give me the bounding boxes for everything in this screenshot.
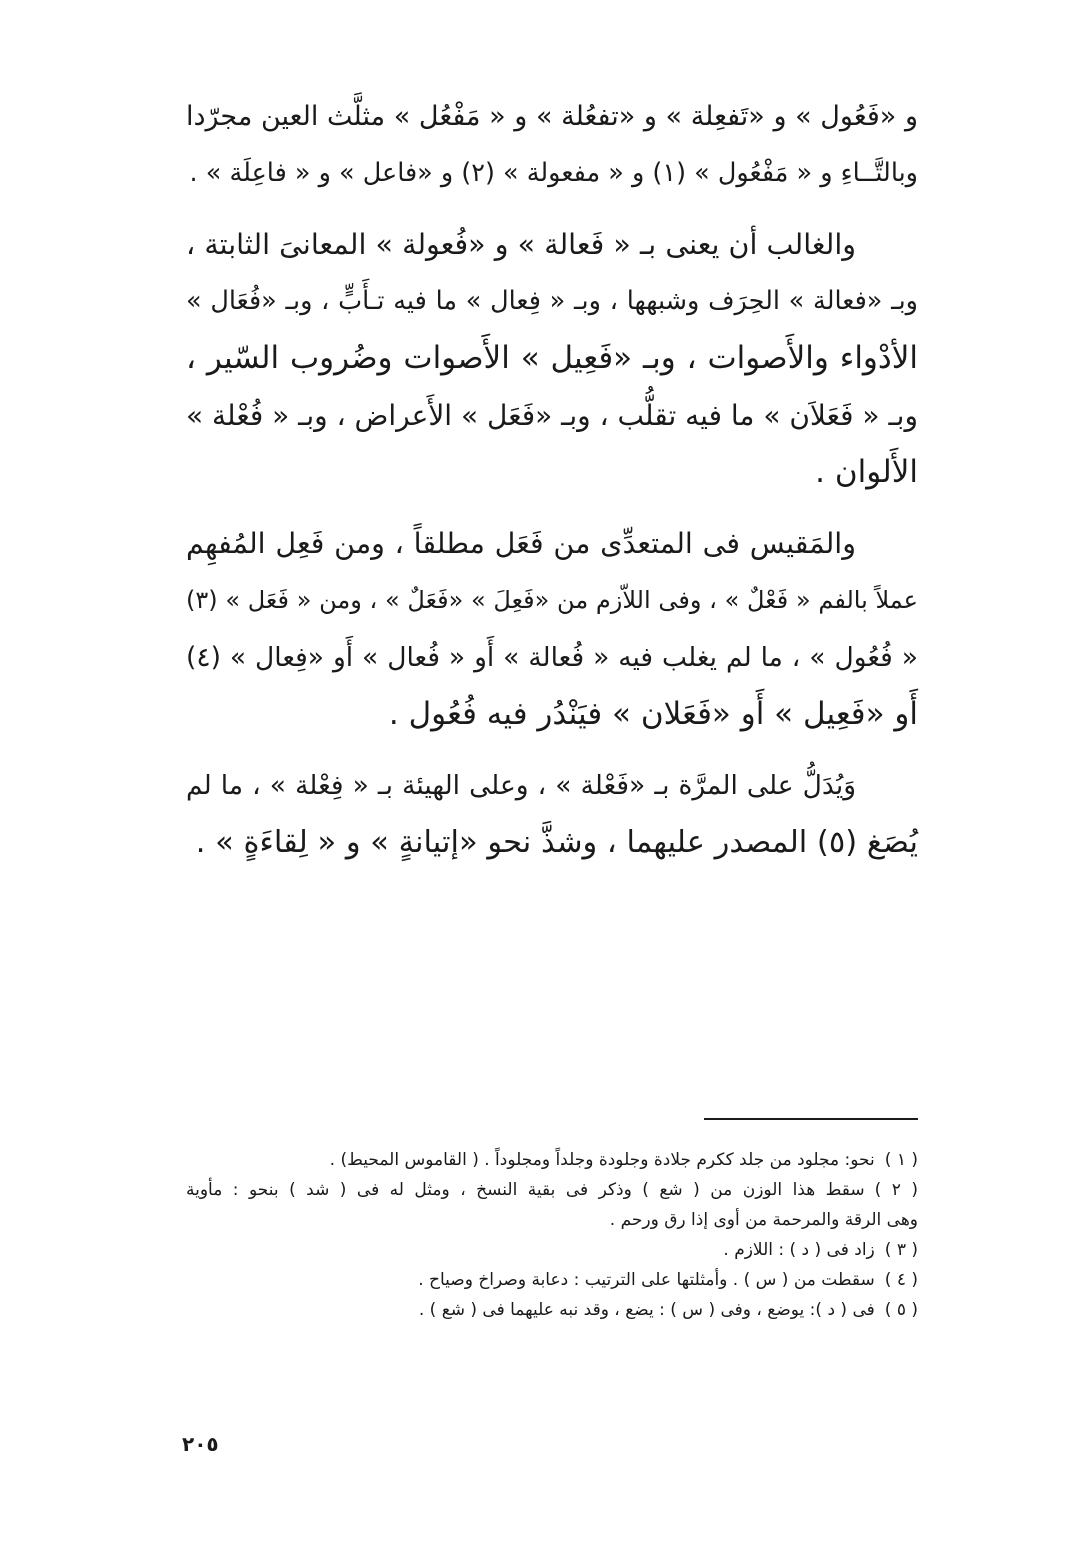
main-text — [186, 88, 918, 871]
footnote-text: نحو: مجلود من جلد ككرم جلادة وجلودة وجلداً ومجلوداً . ( القاموس المحيط) . — [329, 1150, 875, 1170]
footnote — [186, 1175, 918, 1205]
footnote-number: ( ١ ) — [884, 1150, 918, 1170]
footnote — [186, 1145, 918, 1175]
page-number: ٢٠٥ — [182, 1432, 219, 1456]
footnote-number: ( ٤ ) — [884, 1270, 918, 1290]
footnote-continuation: وهى الرقة والمرحمة من أوى إذا رق ورحم . — [609, 1210, 918, 1230]
text-line: و «فَعُول » و «تَفعِلة » و «تفعُلة » و « مَفْعُل » مثلَّث العين مجرّدا — [186, 101, 918, 132]
footnote-text: فى ( د ): يوضع ، وفى ( س ) : يضع ، وقد نبه عليهما فى ( شع ) . — [418, 1300, 875, 1320]
footnote-number: ( ٥ ) — [884, 1300, 918, 1320]
text-line: وبالتَّــاءِ و « مَفْعُول » (١) و « مفعولة » (٢) و «فاعل » و « فاعِلَة » . — [189, 158, 918, 188]
text-line: عملاً بالفم « فَعْلٌ » ، وفى اللاّزم من «فَعِلَ » «فَعَلٌ » ، ومن « فَعَل » (٣) — [186, 586, 918, 614]
footnote-text: سقطت من ( س ) . وأمثلتها على الترتيب : دعابة وصراخ وصياح . — [418, 1270, 875, 1290]
footnote — [186, 1265, 918, 1295]
footnote-number: ( ٣ ) — [884, 1240, 918, 1260]
footnote-text: زاد فى ( د ) : اللازم . — [723, 1240, 875, 1260]
text-line: الأدْواء والأَصوات ، وبـ «فَعِيل » الأَصوات وضُروب السّير ، — [186, 340, 918, 376]
footnote — [186, 1295, 918, 1325]
footnote-number: ( ٢ ) — [874, 1180, 918, 1200]
text-line: وَيُدَلُّ على المرَّة بـ «فَعْلة » ، وعلى الهيئة بـ « فِعْلة » ، ما لم — [186, 770, 856, 801]
text-line: الأَلوان . — [815, 454, 918, 490]
text-line: « فُعُول » ، ما لم يغلب فيه « فُعالة » أَو « فُعال » أَو «فِعال » (٤) — [186, 642, 918, 673]
text-line: وبـ « فَعَلاَن » ما فيه تقلُّب ، وبـ «فَعَل » الأَعراض ، وبـ « فُعْلة » — [186, 399, 918, 432]
footnote-text: سقط هذا الوزن من ( شع ) وذكر فى بقية النسخ ، ومثل له فى ( شد ) بنحو : مأوية — [186, 1180, 865, 1200]
footnote-divider — [704, 1118, 918, 1120]
text-line: والغالب أن يعنى بـ « فَعالة » و «فُعولة » المعانىَ الثابتة ، — [186, 228, 856, 261]
text-line: والمَقيس فى المتعدِّى من فَعَل مطلقاً ، ومن فَعِل المُفهِم — [186, 527, 856, 560]
footnotes — [186, 1145, 918, 1325]
text-line: وبـ «فعالة » الحِرَف وشبهها ، وبـ « فِعال » ما فيه تـأَبٍّ ، وبـ «فُعَال » — [186, 286, 918, 316]
text-line: أَو «فَعِيل » أَو «فَعَلان » فيَنْدُر فيه فُعُول . — [388, 696, 918, 732]
text-line: يُصَغ (٥) المصدر عليهما ، وشذَّ نحو «إتيانةٍ » و « لِقاءَةٍ » . — [195, 825, 918, 860]
footnote — [186, 1235, 918, 1265]
